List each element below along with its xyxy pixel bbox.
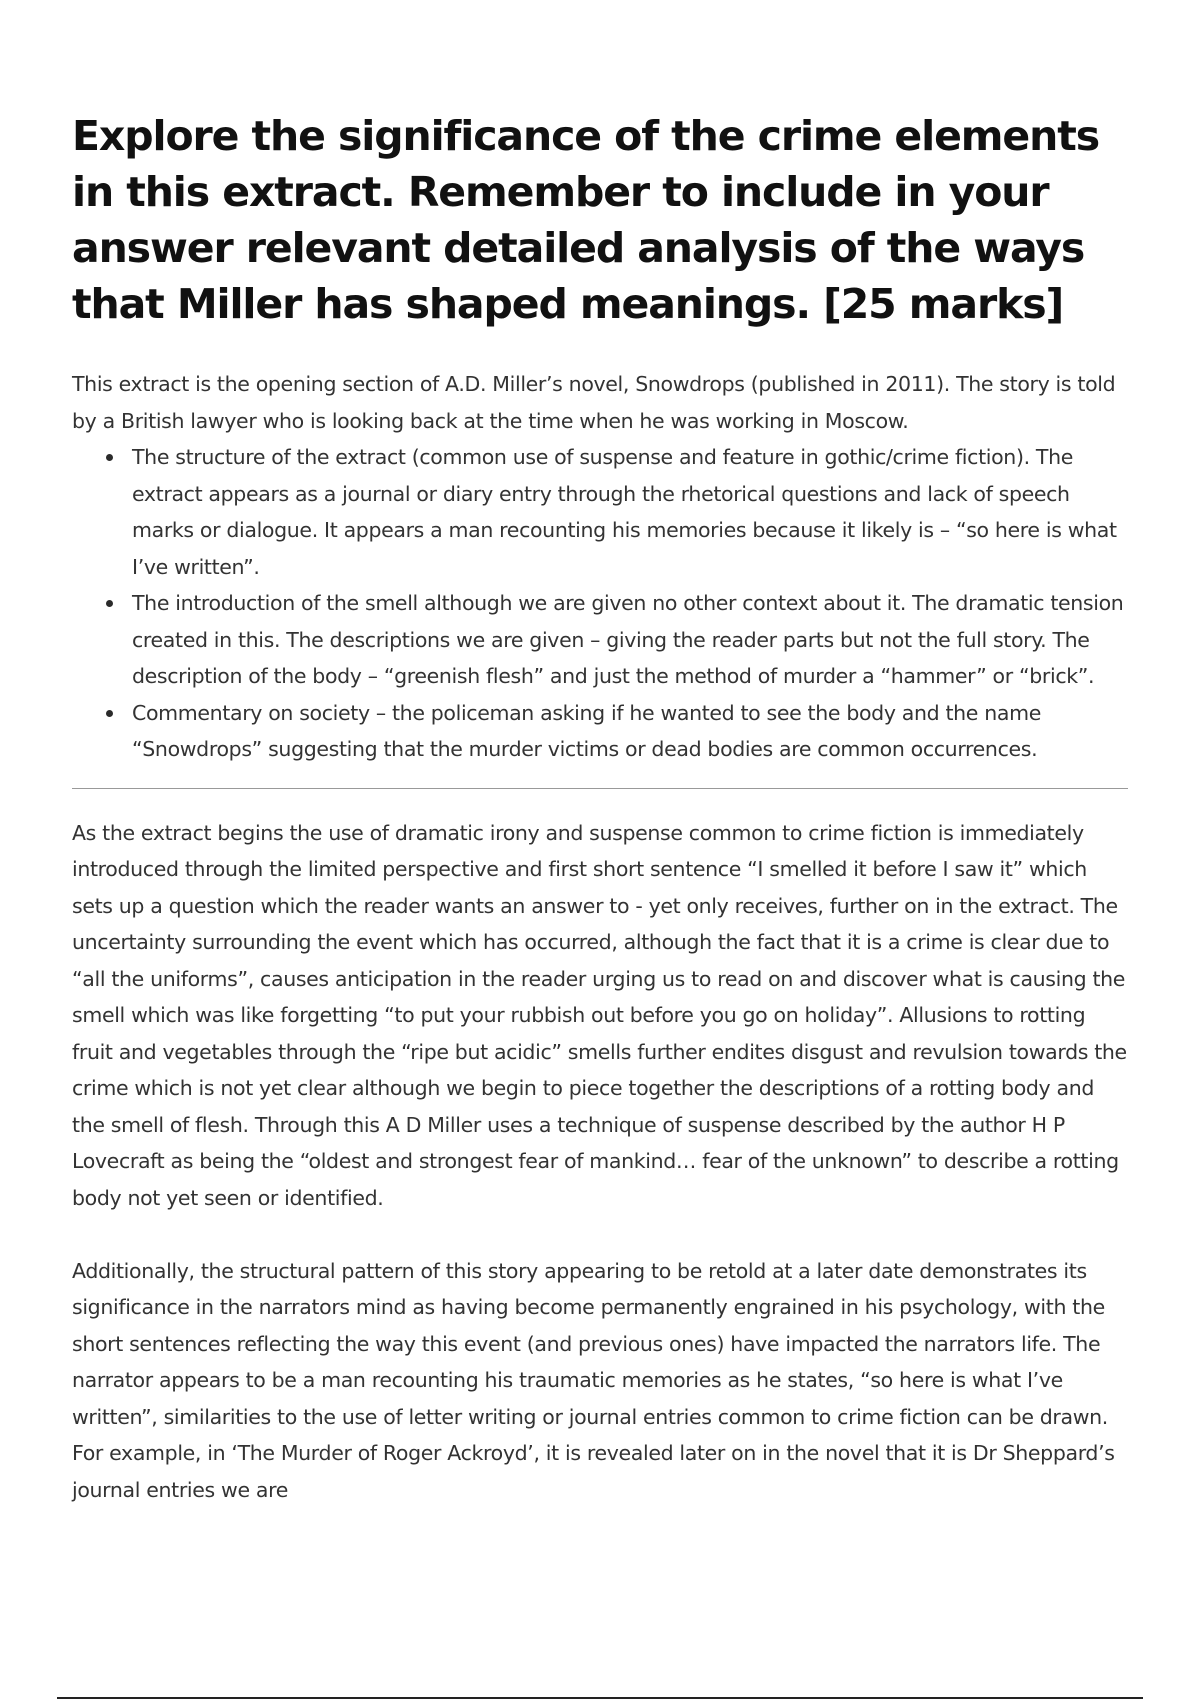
essay-paragraph: As the extract begins the use of dramatic irony and suspense common to crime fiction is immediately introduced through the limited perspective and first short sentence “I smelled it before I saw it” which sets up a question which the reader wants an answer to - yet only receives, further on in the extract. The uncertainty surrounding the event which has occurred, although the fact that it is a crime is clear due to “all the uniforms”, causes anticipation in the reader urging us to read on and discover what is causing the smell which was like forgetting “to put your rubbish out before you go on holiday”. Allusions to rotting fruit and vegetables through the “ripe but acidic” smells further endites disgust and revulsion towards the crime which is not yet clear although we begin to piece together the descriptions of a rotting body and the smell of flesh. Through this A D Miller uses a technique of suspense described by the author H P Lovecraft as being the “oldest and strongest fear of mankind… fear of the unknown” to describe a rotting body not yet seen or identified.: [72, 820, 1127, 1210]
document-page: [72, 108, 1128, 1545]
essay-body: [72, 815, 1128, 1509]
list-item: The structure of the extract (common use of suspense and feature in gothic/crime fiction). The extract appears as a journal or diary entry through the rhetorical questions and lack of speech marks or dialogue. It appears a man recounting his memories because it likely is – “so here is what I’ve written”.: [132, 439, 1128, 585]
context-section: [72, 366, 1128, 768]
essay-paragraph: Additionally, the structural pattern of this story appearing to be retold at a later date demonstrates its significance in the narrators mind as having become permanently engrained in his psychology, with the short sentences reflecting the way this event (and previous ones) have impacted the narrators life. The narrator appears to be a man recounting his traumatic memories as he states, “so here is what I’ve written”, similarities to the use of letter writing or journal entries common to crime fiction can be drawn. For example, in ‘The Murder of Roger Ackroyd’, it is revealed later on in the novel that it is Dr Sheppard’s journal entries we are: [72, 1258, 1115, 1502]
page-bottom-rule: [57, 1697, 1143, 1699]
intro-text: This extract is the opening section of A.D. Miller’s novel, Snowdrops (published in 2011). The story is told by a British lawyer who is looking back at the time when he was working in Moscow.: [72, 372, 1116, 433]
key-points-list: [72, 439, 1128, 768]
list-item: The introduction of the smell although we are given no other context about it. The dramatic tension created in this. The descriptions we are given – giving the reader parts but not the full story. The description of the body – “greenish flesh” and just the method of murder a “hammer” or “brick”.: [132, 585, 1128, 695]
section-divider: [72, 788, 1128, 789]
question-title: Explore the significance of the crime elements in this extract. Remember to include in your answer relevant detailed analysis of the ways that Miller has shaped meanings. [25 marks]: [72, 112, 1099, 328]
list-item: Commentary on society – the policeman asking if he wanted to see the body and the name “Snowdrops” suggesting that the murder victims or dead bodies are common occurrences.: [132, 695, 1128, 768]
